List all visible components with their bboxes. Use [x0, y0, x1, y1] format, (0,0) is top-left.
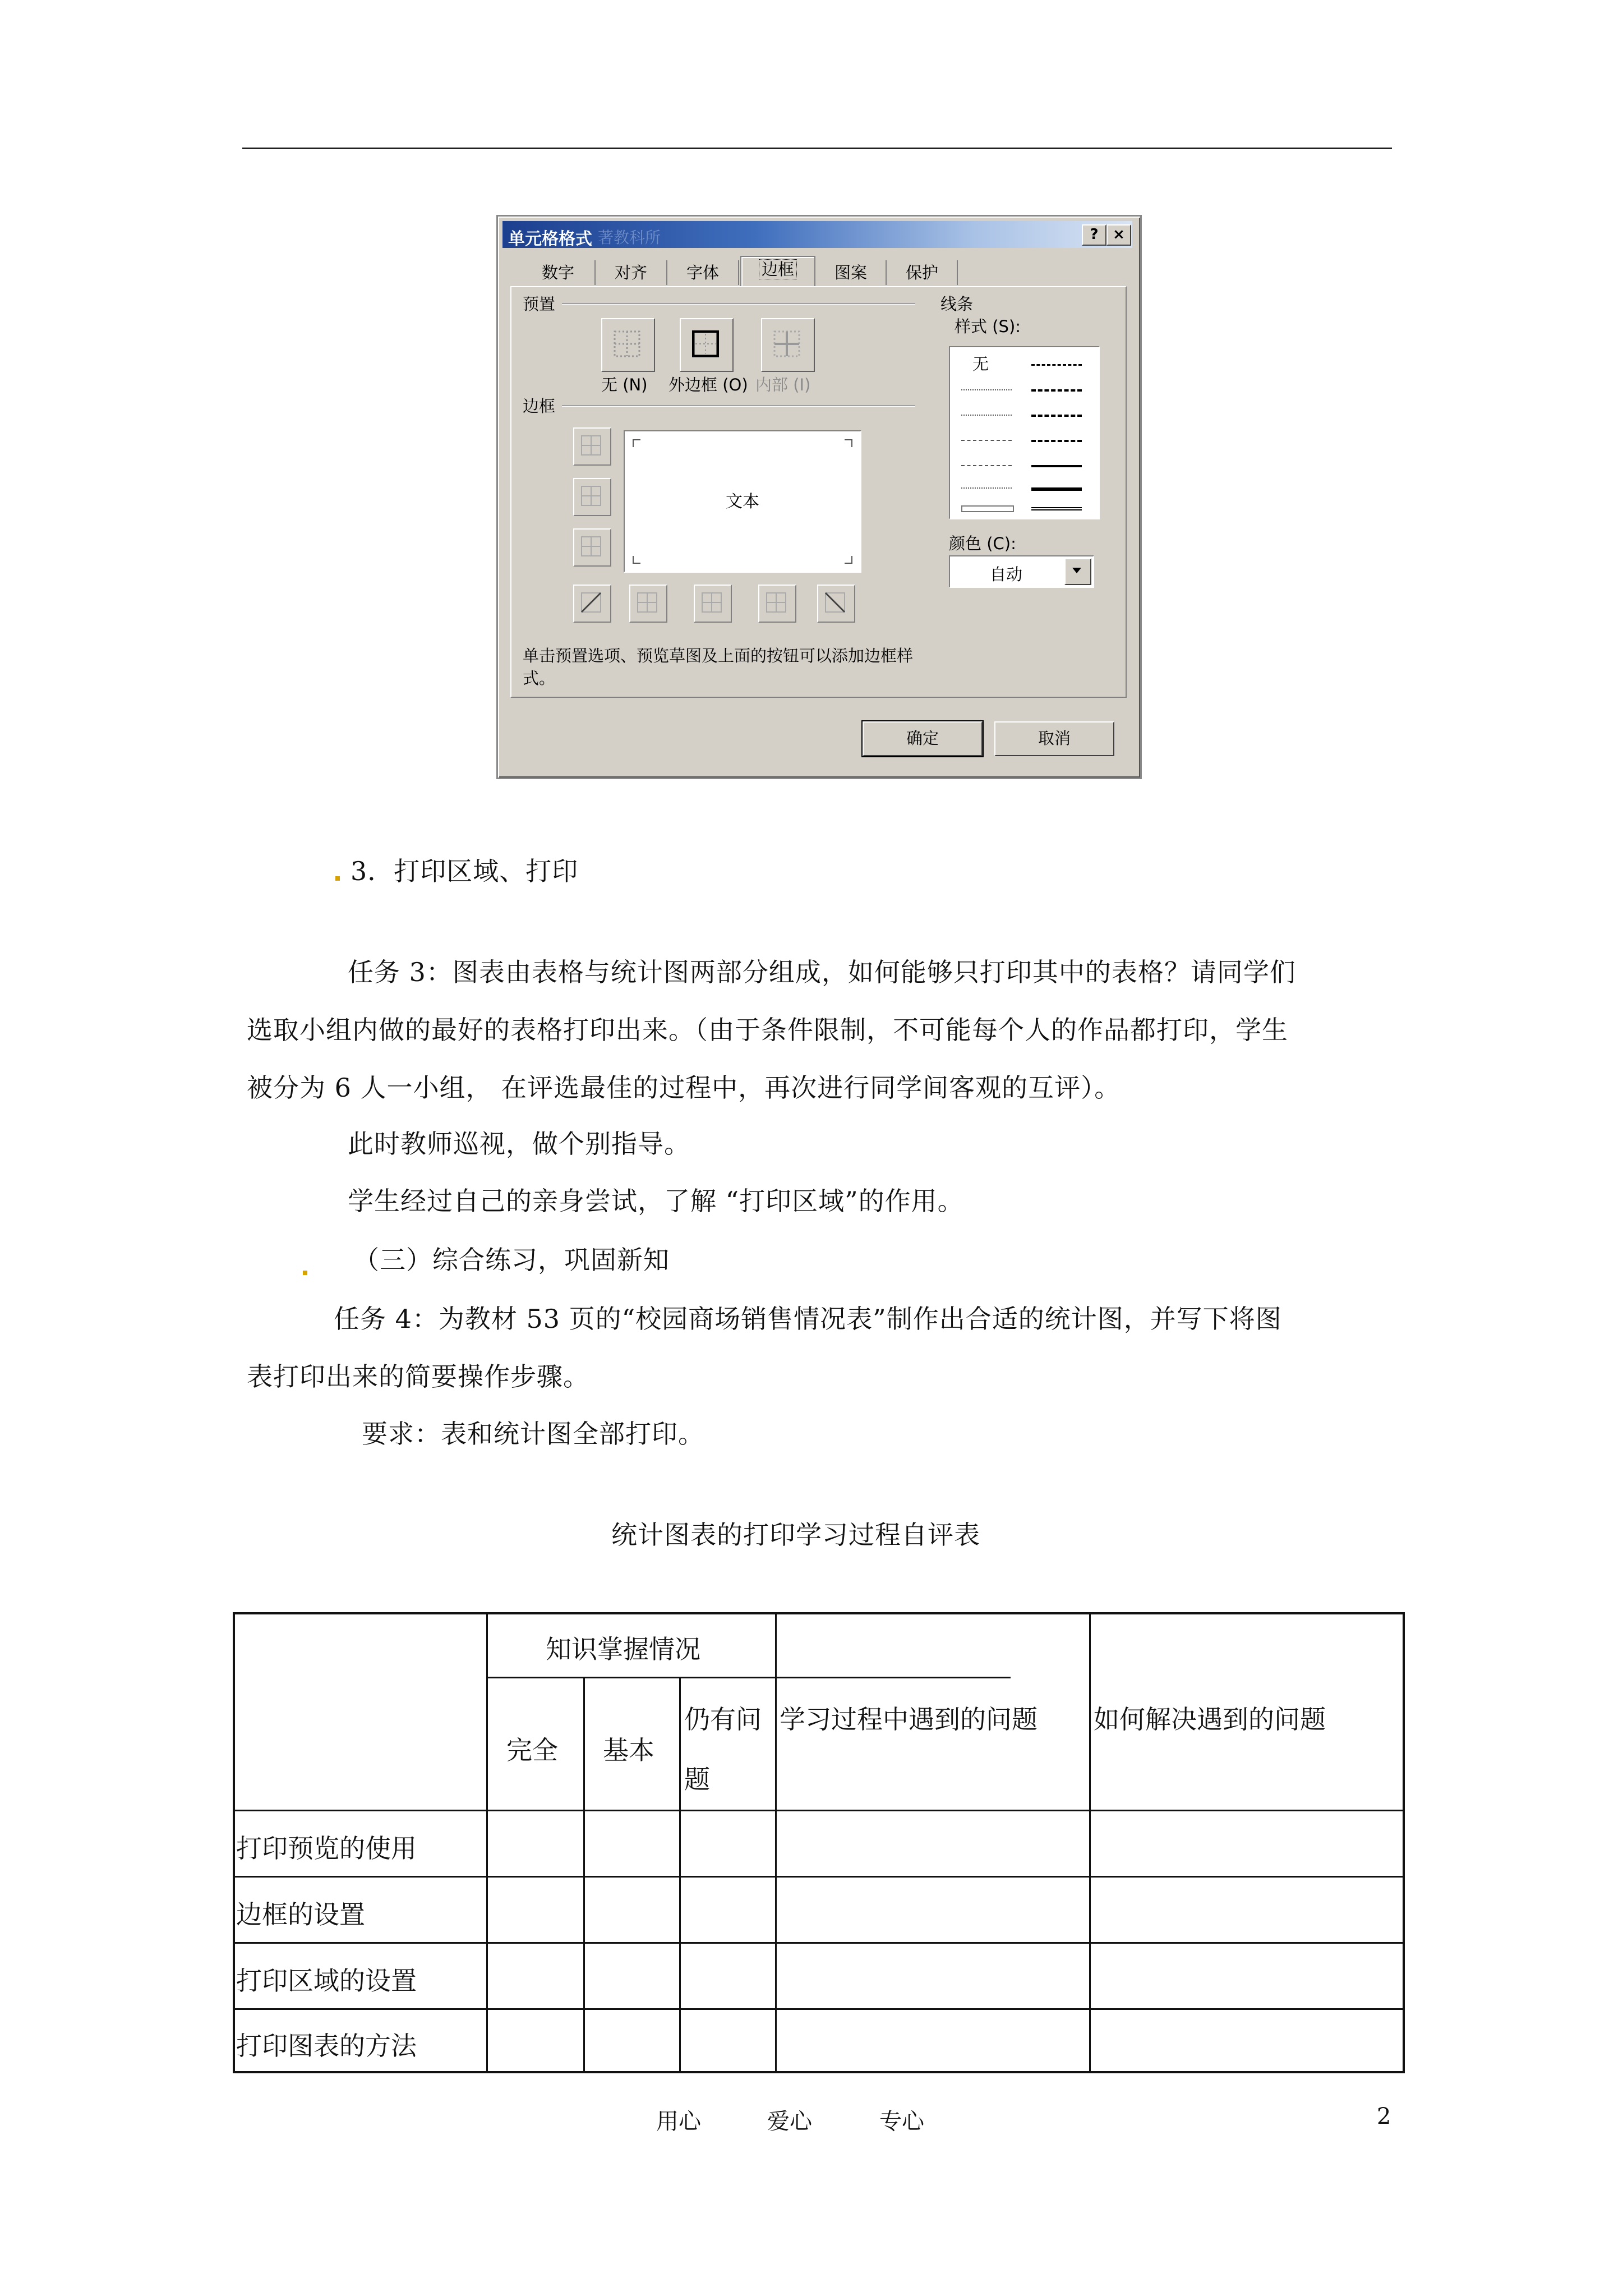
tab-number[interactable]: 数字: [522, 260, 596, 285]
style-option[interactable]: [1031, 465, 1082, 467]
color-label: 颜色 (C):: [949, 534, 1016, 553]
student-line: 学生经过自己的亲身尝试，了解 “打印区域”的作用。: [348, 1186, 964, 1216]
style-label: 样式 (S):: [955, 317, 1021, 336]
style-option[interactable]: [1031, 415, 1082, 417]
tab-border[interactable]: [740, 256, 815, 286]
border-top-icon: [580, 434, 602, 457]
footer-motto-3: 专心: [879, 2109, 924, 2134]
style-option[interactable]: [961, 389, 1012, 390]
border-bottom-icon: [580, 535, 602, 558]
preset-outline-label: 外边框 (O): [668, 375, 748, 394]
style-option[interactable]: [961, 465, 1012, 466]
preset-outline-icon: [692, 330, 719, 357]
style-option[interactable]: [1031, 440, 1082, 442]
header-issue-b: 题: [684, 1764, 710, 1795]
table-rule: [1089, 1612, 1091, 2073]
header-problems: 学习过程中遇到的问题: [780, 1704, 1038, 1734]
table-rule: [233, 1942, 1405, 1944]
line-group-label: 线条: [940, 295, 974, 314]
close-button[interactable]: ×: [1106, 224, 1131, 246]
cancel-button[interactable]: 取消: [994, 721, 1114, 756]
format-cells-dialog: [496, 215, 1142, 779]
ok-button[interactable]: 确定: [863, 721, 983, 756]
preset-group-line: [562, 303, 915, 305]
row-label: 打印图表的方法: [236, 2031, 417, 2061]
preset-inside-icon: [773, 330, 800, 357]
task3-line2: 选取小组内做的最好的表格打印出来。（由于条件限制，不可能每个人的作品都打印，学生: [247, 1015, 1288, 1045]
task4-line1: 任务 4：为教材 53 页的“校园商场销售情况表”制作出合适的统计图，并写下将图: [334, 1304, 1282, 1334]
page-number: 2: [1377, 2104, 1391, 2129]
marker-dot: [303, 1271, 307, 1275]
preview-corner: [845, 439, 852, 447]
style-option[interactable]: [961, 440, 1012, 441]
table-rule: [233, 1810, 1405, 1811]
header-knowledge: 知识掌握情况: [546, 1634, 700, 1664]
preview-corner: [633, 556, 640, 564]
header-solutions: 如何解决遇到的问题: [1094, 1704, 1326, 1734]
border-group-label: 边框: [523, 397, 556, 416]
table-rule: [486, 1677, 1011, 1678]
border-middle-icon: [580, 485, 602, 507]
preset-group-label: 预置: [523, 295, 556, 314]
preview-text: 文本: [726, 492, 759, 512]
style-option[interactable]: [1031, 507, 1082, 510]
self-evaluation-table: [233, 1612, 1405, 2073]
border-center-button[interactable]: [694, 585, 732, 623]
border-diagonal-up-button[interactable]: [573, 585, 611, 623]
heading-print-area: 3．打印区域、打印: [351, 856, 579, 886]
teacher-line: 此时教师巡视，做个别指导。: [348, 1129, 690, 1159]
style-none-option[interactable]: 无: [972, 355, 989, 374]
hint-text-2: 式。: [523, 669, 556, 688]
preview-corner: [845, 556, 852, 564]
preset-none-label: 无 (N): [601, 375, 648, 394]
table-rule: [583, 1677, 585, 2073]
preset-none-button[interactable]: [601, 318, 655, 372]
table-rule: [679, 1677, 681, 2073]
style-option[interactable]: [961, 505, 1014, 512]
table-rule: [775, 1612, 777, 2073]
header-basic: 基本: [603, 1735, 654, 1765]
table-rule: [233, 1612, 235, 2073]
preview-corner: [633, 439, 640, 447]
border-middle-button[interactable]: [573, 478, 611, 516]
table-rule: [1403, 1612, 1405, 2073]
table-rule: [233, 2008, 1405, 2010]
task3-line3: 被分为 6 人一小组， 在评选最佳的过程中，再次进行同学间客观的互评）。: [247, 1073, 1121, 1103]
tab-protection[interactable]: 保护: [887, 260, 958, 285]
dialog-title: 单元格格式: [508, 229, 592, 249]
preset-outline-button[interactable]: [680, 318, 734, 372]
border-diagonal-down-button[interactable]: [817, 585, 855, 623]
marker-dot: [335, 876, 340, 881]
color-select[interactable]: [949, 555, 1094, 588]
hint-text-1: 单击预置选项、预览草图及上面的按钮可以添加边框样: [523, 646, 914, 665]
help-button[interactable]: ?: [1082, 224, 1106, 246]
border-right-button[interactable]: [758, 585, 796, 623]
task4-line2: 表打印出来的简要操作步骤。: [247, 1361, 589, 1392]
border-preview[interactable]: [624, 430, 861, 573]
tab-patterns[interactable]: 图案: [816, 260, 887, 285]
style-option[interactable]: [1031, 364, 1082, 366]
header-issue-a: 仍有问: [684, 1704, 762, 1734]
style-option[interactable]: [961, 415, 1012, 416]
row-label: 边框的设置: [236, 1899, 365, 1930]
section3-heading: （三）综合练习，巩固新知: [353, 1245, 670, 1275]
dialog-titlebar: [502, 221, 1132, 248]
chevron-down-icon[interactable]: [1064, 558, 1091, 585]
border-left-button[interactable]: [629, 585, 667, 623]
line-style-list[interactable]: [949, 346, 1100, 519]
border-group-line: [562, 405, 915, 407]
requirement-line: 要求：表和统计图全部打印。: [362, 1419, 704, 1449]
row-label: 打印预览的使用: [236, 1833, 417, 1864]
border-bottom-button[interactable]: [573, 528, 611, 567]
tab-border-label: 边框: [759, 259, 797, 279]
diagonal-up-icon: [580, 591, 602, 614]
table-rule: [233, 1876, 1405, 1878]
border-panel: [510, 286, 1127, 698]
preset-none-icon: [614, 330, 640, 357]
table-rule: [233, 2071, 1405, 2073]
preset-inside-label: 内部 (I): [755, 375, 811, 394]
footer-motto-2: 爱心: [767, 2109, 812, 2134]
tab-alignment[interactable]: 对齐: [596, 260, 667, 285]
border-right-icon: [765, 591, 787, 614]
preset-inside-button[interactable]: [761, 318, 815, 372]
table-rule: [486, 1612, 488, 2073]
color-value: 自动: [989, 565, 1022, 584]
table-rule: [233, 1612, 1405, 1614]
style-option[interactable]: [961, 487, 1012, 489]
task3-line1: 任务 3：图表由表格与统计图两部分组成，如何能够只打印其中的表格？请同学们: [348, 957, 1296, 987]
row-label: 打印区域的设置: [236, 1966, 417, 1996]
diagonal-down-icon: [824, 591, 846, 614]
border-left-icon: [636, 591, 658, 614]
table-title: 统计图表的打印学习过程自评表: [611, 1520, 980, 1550]
tab-font[interactable]: 字体: [667, 260, 739, 285]
watermark-text: 著教科所: [598, 228, 661, 247]
header-rule: [242, 148, 1392, 149]
style-option[interactable]: [1031, 487, 1082, 491]
border-top-button[interactable]: [573, 427, 611, 466]
border-center-icon: [700, 591, 723, 614]
footer-motto-1: 用心: [656, 2109, 701, 2134]
style-option[interactable]: [1031, 389, 1082, 392]
header-full: 完全: [506, 1735, 558, 1765]
